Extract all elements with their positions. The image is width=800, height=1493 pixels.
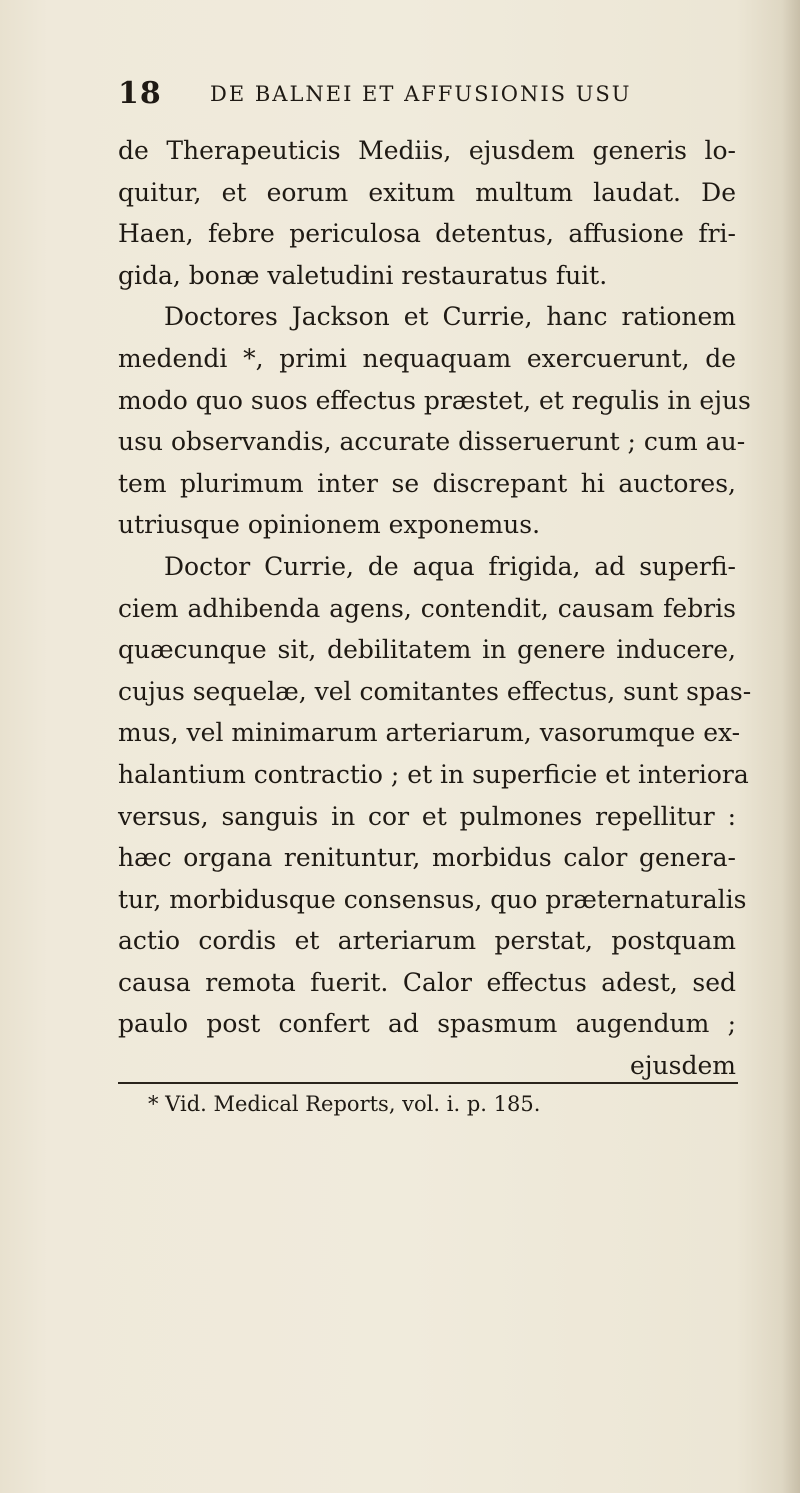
text-line: de Therapeuticis Mediis, ejusdem generis lo-: [118, 136, 736, 165]
text-line: quitur, et eorum exitum multum laudat. De: [118, 177, 736, 207]
footnote-rule: [118, 1082, 738, 1084]
text-line: ciem adhibenda agens, contendit, causam febris: [118, 593, 736, 623]
text-line: mus, vel minimarum arteriarum, vasorumque ex-: [118, 718, 741, 748]
text-line: Haen, febre periculosa detentus, affusione fri-: [118, 219, 736, 249]
page-number: 18: [118, 76, 162, 111]
text-line: tem plurimum inter se discrepant hi auctores,: [118, 468, 736, 498]
text-line: usu observandis, accurate disseruerunt ; cum au-: [118, 427, 746, 457]
page-header: [118, 76, 738, 116]
text-line: gida, bonæ valetudini restauratus fuit.: [118, 260, 608, 290]
text-line: utriusque opinionem exponemus.: [118, 510, 541, 540]
catchword: ejusdem: [630, 1051, 736, 1081]
text-line: causa remota fuerit. Calor effectus adest, sed: [118, 967, 736, 997]
text-line: tur, morbidusque consensus, quo præternaturalis: [118, 884, 747, 914]
text-line: modo quo suos effectus præstet, et regulis in ejus: [118, 385, 751, 415]
page-edge-shadow: [782, 0, 800, 1493]
text-line: quæcunque sit, debilitatem in genere inducere,: [118, 635, 736, 665]
text-line: halantium contractio ; et in superficie et interiora: [118, 759, 749, 789]
text-line: versus, sanguis in cor et pulmones repellitur :: [118, 801, 736, 831]
footnote: * Vid. Medical Reports, vol. i. p. 185.: [148, 1092, 541, 1116]
text-line: cujus sequelæ, vel comitantes effectus, sunt spas-: [118, 676, 752, 706]
text-line: hæc organa renituntur, morbidus calor genera-: [118, 843, 736, 873]
text-line: paulo post confert ad spasmum augendum ;: [118, 1009, 736, 1039]
text-line: actio cordis et arteriarum perstat, postquam: [118, 926, 736, 956]
text-line: medendi *, primi nequaquam exercuerunt, de: [118, 343, 736, 373]
running-head: DE BALNEI ET AFFUSIONIS USU: [210, 82, 632, 106]
text-line: Doctores Jackson et Currie, hanc rationem: [164, 302, 736, 332]
body-text: [118, 130, 752, 1087]
text-line: Doctor Currie, de aqua frigida, ad superfi-: [164, 551, 736, 581]
